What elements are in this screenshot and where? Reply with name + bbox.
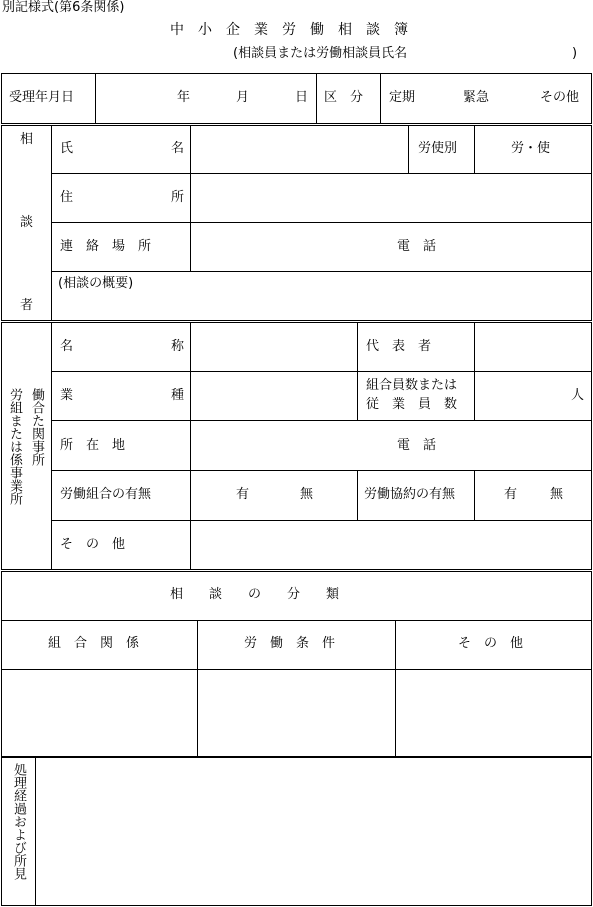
process-notes-field[interactable] <box>37 759 590 904</box>
union-other-field[interactable] <box>192 522 590 568</box>
representative-label: 代 表 者 <box>366 339 432 354</box>
consultant-name-label-a: 氏 <box>60 141 74 156</box>
agreement-exists-no[interactable]: 無 <box>550 487 564 502</box>
consultant-side-label-2: 談 <box>20 215 34 230</box>
counselor-name-label: (相談員または労働相談員氏名 <box>233 46 408 61</box>
union-side-label-col1: 労組または係事業所 <box>7 388 22 505</box>
agreement-exists-yes[interactable]: 有 <box>504 487 518 502</box>
process-side-label: 処理経過および所見 <box>11 763 26 880</box>
union-exists-label: 労働組合の有無 <box>60 487 152 502</box>
industry-field[interactable] <box>192 373 355 418</box>
consultant-name-label-b: 名 <box>171 141 185 156</box>
classification-other-field[interactable] <box>397 671 590 755</box>
form-reference: 別記様式(第6条関係) <box>2 0 125 15</box>
classification-union-field[interactable] <box>3 671 195 755</box>
classification-conditions-field[interactable] <box>199 671 393 755</box>
consultant-address-field[interactable] <box>192 175 590 220</box>
business-name-label-b: 称 <box>171 339 185 354</box>
category-label: 区 分 <box>324 90 364 105</box>
consultant-contact-field[interactable] <box>192 224 590 269</box>
union-side-label-col2: 働合た関事所 <box>29 388 44 466</box>
consultation-summary-label: (相談の概要) <box>58 276 134 291</box>
contact-place-label: 連 絡 場 所 <box>60 239 152 254</box>
members-unit: 人 <box>571 388 585 403</box>
consultant-side-label-1: 相 <box>20 132 34 147</box>
location-field[interactable] <box>192 422 590 468</box>
industry-label-b: 種 <box>171 388 185 403</box>
classification-col-union: 組 合 関 係 <box>48 636 140 651</box>
location-label: 所 在 地 <box>60 438 126 453</box>
category-option-other[interactable]: その他 <box>540 90 580 105</box>
reception-date-field[interactable] <box>97 75 315 122</box>
representative-field[interactable] <box>476 324 590 369</box>
classification-title: 相 談 の 分 類 <box>170 587 340 602</box>
members-count-label-line2: 従 業 員 数 <box>366 397 458 412</box>
category-option-urgent[interactable]: 緊急 <box>463 90 490 105</box>
reception-date-label: 受理年月日 <box>9 90 75 105</box>
month-label: 月 <box>236 90 250 105</box>
union-exists-no[interactable]: 無 <box>300 487 314 502</box>
consultant-address-label-a: 住 <box>60 190 74 205</box>
consultant-side-label-3: 者 <box>20 298 34 313</box>
union-other-label: そ の 他 <box>60 537 126 552</box>
labor-management-label: 労使別 <box>418 141 458 156</box>
counselor-name-close-paren: ) <box>572 46 578 61</box>
agreement-exists-label: 労働協約の有無 <box>364 487 456 502</box>
labor-management-value[interactable]: 労・使 <box>511 141 551 156</box>
year-label: 年 <box>177 90 191 105</box>
classification-col-other: そ の 他 <box>458 636 524 651</box>
day-label: 日 <box>295 90 309 105</box>
consultant-name-field[interactable] <box>192 127 406 171</box>
classification-col-conditions: 労 働 条 件 <box>244 636 336 651</box>
location-phone-label: 電 話 <box>397 438 437 453</box>
consultant-phone-label: 電 話 <box>397 239 437 254</box>
business-name-label-a: 名 <box>60 339 74 354</box>
counselor-name-field[interactable] <box>430 44 570 64</box>
members-count-label-line1: 組合員数または <box>366 378 458 393</box>
consultant-address-label-b: 所 <box>171 190 185 205</box>
members-count-field[interactable] <box>476 373 571 418</box>
industry-label-a: 業 <box>60 388 74 403</box>
consultation-summary-field[interactable] <box>53 292 590 319</box>
form-title: 中 小 企 業 労 働 相 談 簿 <box>170 22 408 38</box>
business-name-field[interactable] <box>192 324 355 369</box>
union-exists-yes[interactable]: 有 <box>236 487 250 502</box>
category-option-regular[interactable]: 定期 <box>389 90 416 105</box>
